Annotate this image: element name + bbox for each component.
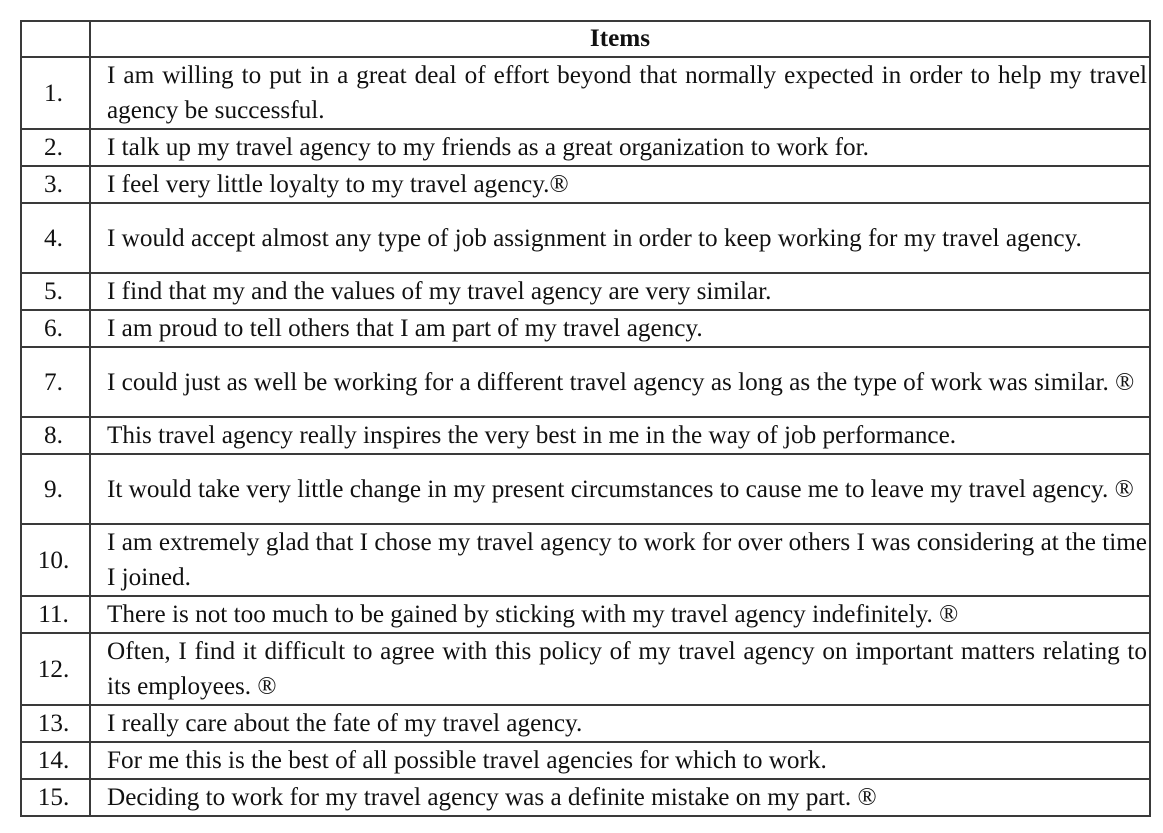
item-number: 6. (21, 310, 90, 347)
table-row (21, 57, 1150, 129)
item-text: I am willing to put in a great deal of effort beyond that normally expected in order to help my travel agency be successful. (90, 57, 1150, 129)
header-number-cell (21, 21, 90, 57)
table-row (21, 524, 1150, 596)
table-row (21, 779, 1150, 816)
table-row (21, 129, 1150, 166)
item-text: I am proud to tell others that I am part of my travel agency. (90, 310, 1150, 347)
item-number: 15. (21, 779, 90, 816)
table-row (21, 203, 1150, 273)
item-text: I feel very little loyalty to my travel agency.® (90, 166, 1150, 203)
item-number: 11. (21, 596, 90, 633)
item-text: It would take very little change in my present circumstances to cause me to leave my travel agency. ® (90, 454, 1150, 524)
table-row (21, 166, 1150, 203)
table-header-row (21, 21, 1150, 57)
item-text: I could just as well be working for a different travel agency as long as the type of work was similar. ® (90, 347, 1150, 417)
item-number: 12. (21, 633, 90, 705)
item-number: 13. (21, 705, 90, 742)
item-text: I would accept almost any type of job assignment in order to keep working for my travel agency. (90, 203, 1150, 273)
item-number: 4. (21, 203, 90, 273)
item-text: For me this is the best of all possible travel agencies for which to work. (90, 742, 1150, 779)
item-text: I find that my and the values of my travel agency are very similar. (90, 273, 1150, 310)
item-number: 3. (21, 166, 90, 203)
table-row (21, 273, 1150, 310)
table-row (21, 417, 1150, 454)
item-number: 5. (21, 273, 90, 310)
item-text: This travel agency really inspires the very best in me in the way of job performance. (90, 417, 1150, 454)
item-number: 1. (21, 57, 90, 129)
item-text: I am extremely glad that I chose my travel agency to work for over others I was considering at the time I joined. (90, 524, 1150, 596)
table-row (21, 347, 1150, 417)
item-text: I really care about the fate of my travel agency. (90, 705, 1150, 742)
item-text: Deciding to work for my travel agency was a definite mistake on my part. ® (90, 779, 1150, 816)
table-row (21, 633, 1150, 705)
item-number: 7. (21, 347, 90, 417)
item-number: 14. (21, 742, 90, 779)
item-text: I talk up my travel agency to my friends as a great organization to work for. (90, 129, 1150, 166)
item-number: 10. (21, 524, 90, 596)
table-row (21, 310, 1150, 347)
item-text: Often, I find it difficult to agree with this policy of my travel agency on important matters relating to its employees. ® (90, 633, 1150, 705)
item-number: 2. (21, 129, 90, 166)
item-number: 9. (21, 454, 90, 524)
item-text: There is not too much to be gained by sticking with my travel agency indefinitely. ® (90, 596, 1150, 633)
table-row (21, 596, 1150, 633)
item-number: 8. (21, 417, 90, 454)
table-row (21, 454, 1150, 524)
table-row (21, 742, 1150, 779)
table-row (21, 705, 1150, 742)
items-table (20, 20, 1151, 817)
header-items-cell: Items (90, 21, 1150, 57)
